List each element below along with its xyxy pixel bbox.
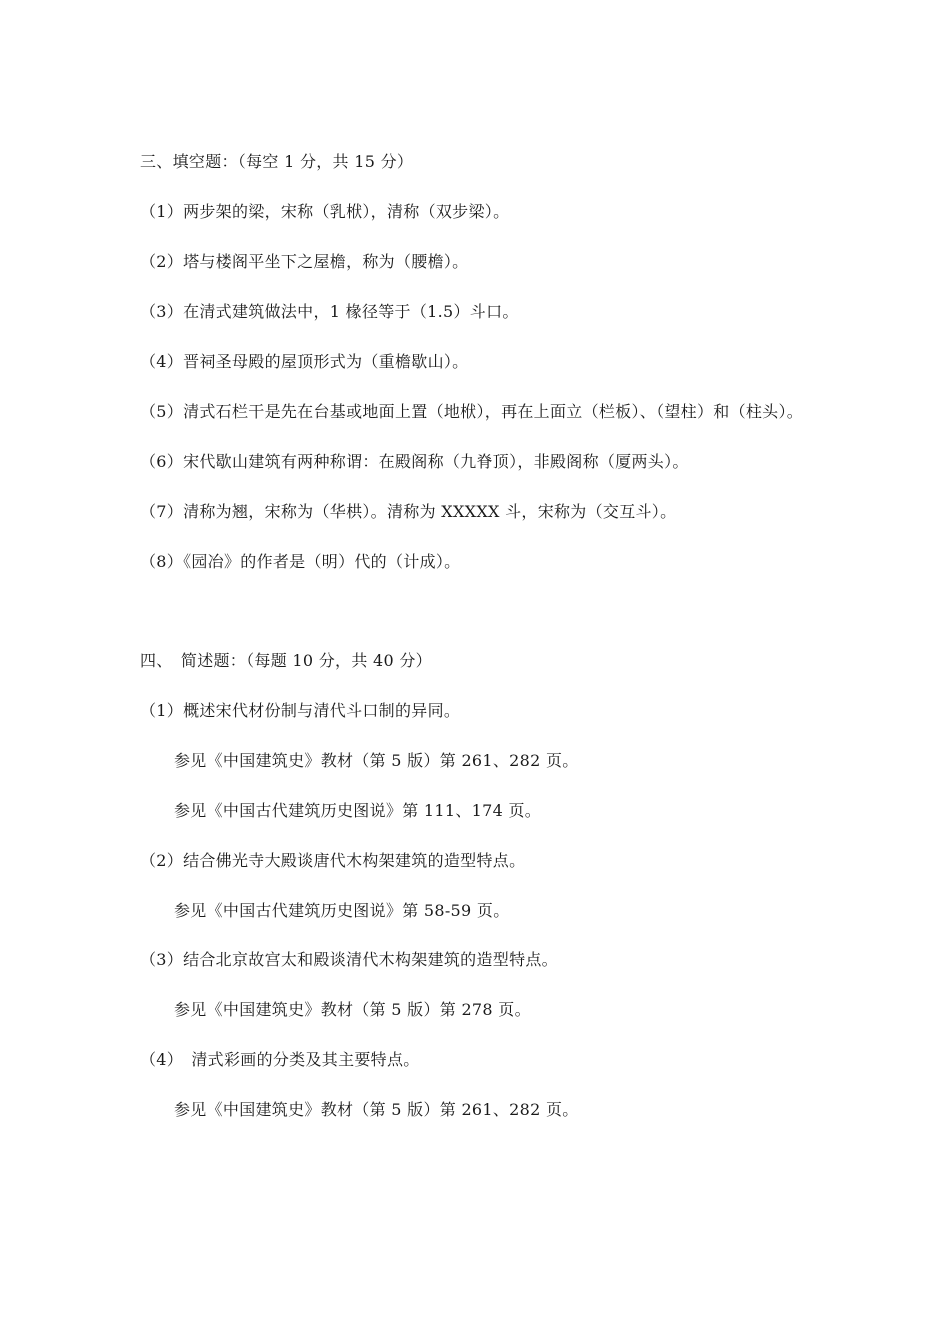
short-answer-question-2: （2）结合佛光寺大殿谈唐代木构架建筑的造型特点。 bbox=[140, 851, 526, 870]
fill-blank-item-6: （6）宋代歇山建筑有两种称谓：在殿阁称（九脊顶），非殿阁称（厦两头）。 bbox=[140, 452, 689, 471]
short-answer-question-4: （4） 清式彩画的分类及其主要特点。 bbox=[140, 1050, 420, 1069]
question-1-reference-1: 参见《中国建筑史》教材（第 5 版）第 261、282 页。 bbox=[174, 751, 579, 770]
short-answer-question-3: （3）结合北京故宫太和殿谈清代木构架建筑的造型特点。 bbox=[140, 950, 558, 969]
question-2-reference-1: 参见《中国古代建筑历史图说》第 58-59 页。 bbox=[174, 901, 510, 920]
fill-blank-item-1: （1）两步架的梁，宋称（乳栿），清称（双步梁）。 bbox=[140, 202, 510, 221]
fill-blank-item-5: （5）清式石栏干是先在台基或地面上置（地栿），再在上面立（栏板）、（望柱）和（柱头）。 bbox=[140, 402, 804, 421]
fill-blank-item-3: （3）在清式建筑做法中，1 椽径等于（1.5）斗口。 bbox=[140, 302, 519, 321]
question-3-reference-1: 参见《中国建筑史》教材（第 5 版）第 278 页。 bbox=[174, 1000, 531, 1019]
question-4-reference-1: 参见《中国建筑史》教材（第 5 版）第 261、282 页。 bbox=[174, 1100, 579, 1119]
section-3-heading: 三、填空题：（每空 1 分，共 15 分） bbox=[140, 152, 414, 171]
fill-blank-item-4: （4）晋祠圣母殿的屋顶形式为（重檐歇山）。 bbox=[140, 352, 469, 371]
fill-blank-item-2: （2）塔与楼阁平坐下之屋檐，称为（腰檐）。 bbox=[140, 252, 469, 271]
fill-blank-item-7: （7）清称为翘，宋称为（华栱）。清称为 XXXXX 斗，宋称为（交互斗）。 bbox=[140, 502, 677, 521]
question-1-reference-2: 参见《中国古代建筑历史图说》第 111、174 页。 bbox=[174, 801, 542, 820]
section-4-heading: 四、 简述题：（每题 10 分，共 40 分） bbox=[140, 651, 432, 670]
fill-blank-item-8: （8）《园冶》的作者是（明）代的（计成）。 bbox=[140, 552, 461, 571]
short-answer-question-1: （1）概述宋代材份制与清代斗口制的异同。 bbox=[140, 701, 461, 720]
